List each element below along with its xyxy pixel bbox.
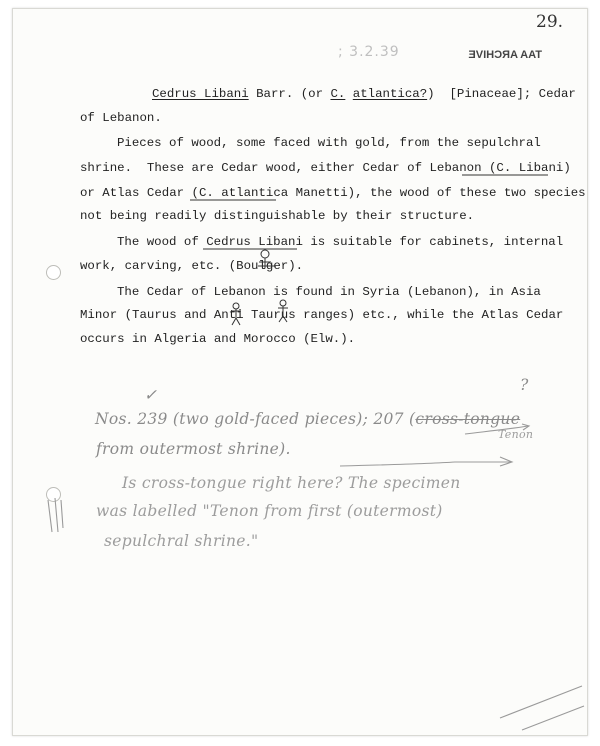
para3-line3: occurs in Algeria and Morocco (Elw.). xyxy=(80,332,356,346)
para3-line1: The Cedar of Lebanon is found in Syria (Lebanon), in Asia xyxy=(117,285,541,299)
para2-line2: work, carving, etc. (Boulger). xyxy=(80,259,304,273)
note1-text: Nos. 239 (two gold-faced pieces); 207 ( xyxy=(95,410,416,428)
tenon-insertion: Tenon xyxy=(498,428,534,441)
page-number: 29. xyxy=(536,12,564,32)
edit-mark-anti-taurus xyxy=(231,300,288,325)
para3-line2: Minor (Taurus and Anti Taurus ranges) etc., while the Atlas Cedar xyxy=(80,308,564,322)
alt-species: atlantica? xyxy=(352,87,428,101)
heading-tail: ) [Pinaceae]; Cedar xyxy=(427,87,576,101)
para1-line1: Pieces of wood, some faced with gold, from the sepulchral xyxy=(117,136,541,150)
edit-mark-boulger xyxy=(258,250,276,268)
archive-label: TAA ARCHIVE xyxy=(468,49,542,61)
corner-pencil-strokes xyxy=(500,686,584,730)
para1-line2: shrine. These are Cedar wood, either Cedar of Lebanon (C. Libani) xyxy=(80,161,571,175)
para2-line1: The wood of Cedrus Libani is suitable for cabinets, internal xyxy=(117,235,564,249)
pencil-note1-line1 xyxy=(95,410,520,428)
para1-line3: or Atlas Cedar (C. atlantica Manetti), the wood of these two species xyxy=(80,186,586,200)
pencil-arrow-line xyxy=(340,462,512,466)
alt-genus: C. xyxy=(330,87,346,101)
margin-tally-marks xyxy=(48,498,63,532)
genus-name: Cedrus Libani xyxy=(152,87,249,101)
para1-line4: not being readily distinguishable by their structure. xyxy=(80,209,475,223)
date-stamp: ; 3.2.39 xyxy=(338,44,400,60)
pencil-note1-line2: from outermost shrine). xyxy=(96,440,291,458)
pencil-note2-line1: Is cross-tongue right here? The specimen xyxy=(122,474,461,492)
author: Barr. (or xyxy=(248,87,331,101)
pencil-note2-line3: sepulchral shrine." xyxy=(104,532,259,550)
question-mark: ? xyxy=(520,376,529,394)
heading-line2: of Lebanon. xyxy=(80,111,162,125)
tick-mark: ✓ xyxy=(144,386,158,404)
struck-cross-tongue: cross-tongue xyxy=(415,410,521,428)
pencil-note2-line2: was labelled "Tenon from first (outermost) xyxy=(96,502,443,520)
